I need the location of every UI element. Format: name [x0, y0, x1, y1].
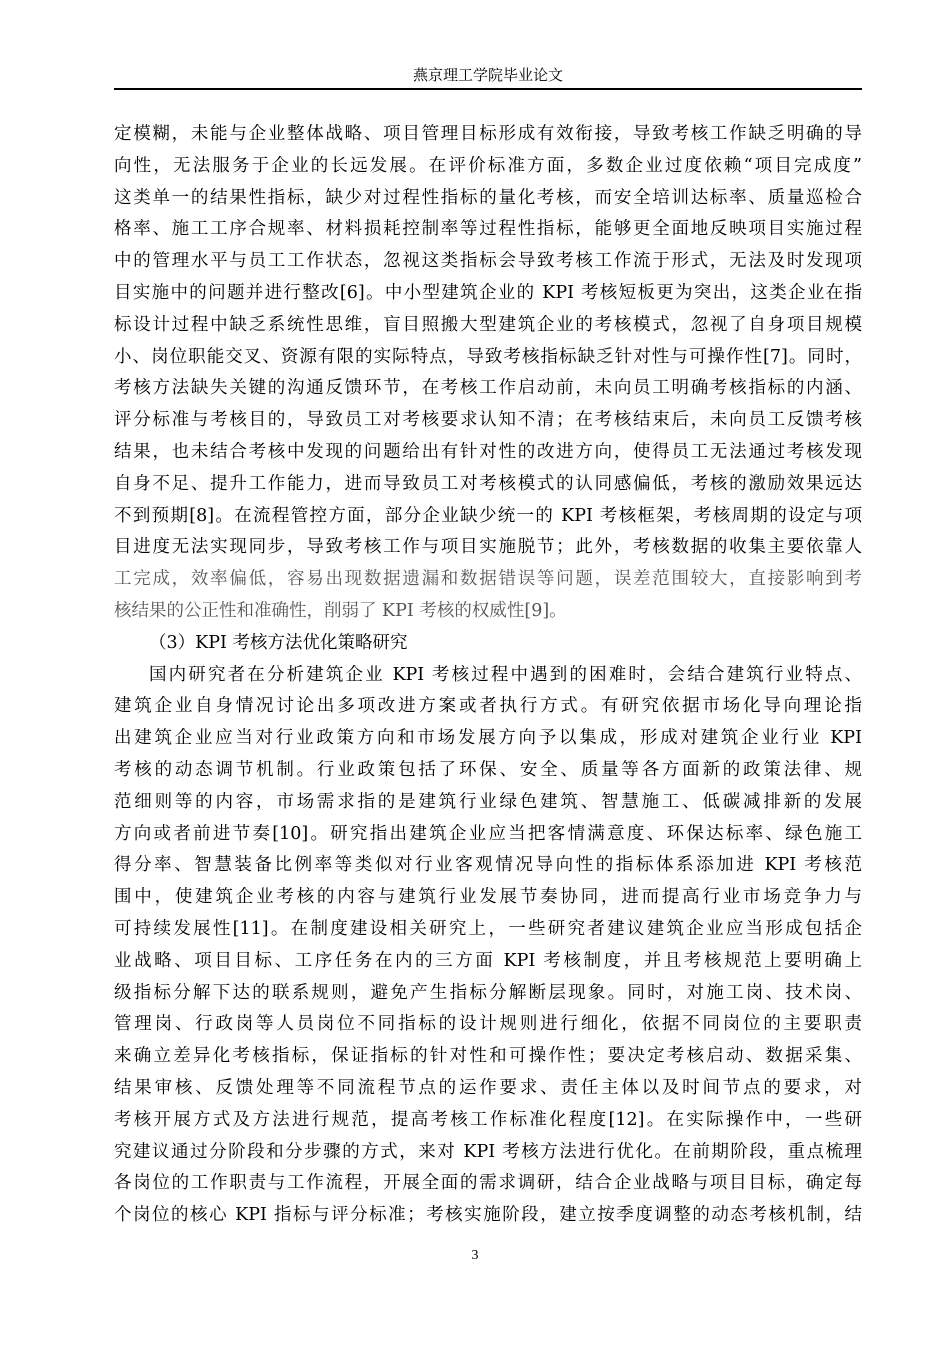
text-line: 范细则等的内容，市场需求指的是建筑行业绿色建筑、智慧施工、低碳减排新的发展: [114, 791, 862, 812]
text-line: 方向或者前进节奏[10]。研究指出建筑企业应当把客情满意度、环保达标率、绿色施工: [114, 823, 862, 844]
text-line: 中的管理水平与员工工作状态，忽视这类指标会导致考核工作流于形式，无法及时发现项: [114, 251, 862, 272]
text-line: 管理岗、行政岗等人员岗位不同指标的设计规则进行细化，依据不同岗位的主要职责: [114, 1014, 862, 1035]
text-line: 工完成，效率偏低，容易出现数据遗漏和数据错误等问题，误差范围较大，直接影响到考: [114, 569, 862, 590]
page-number: 3: [471, 1248, 479, 1263]
text-line: 建筑企业自身情况讨论出多项改进方案或者执行方式。有研究依据市场化导向理论指: [114, 696, 862, 717]
text-line: 级指标分解下达的联系规则，避免产生指标分解断层现象。同时，对施工岗、技术岗、: [114, 982, 862, 1003]
text-line: 来确立差异化考核指标，保证指标的针对性和可操作性；要决定考核启动、数据采集、: [114, 1046, 862, 1067]
text-line: 小、岗位职能交叉、资源有限的实际特点，导致考核指标缺乏针对性与可操作性[7]。同时，: [114, 346, 862, 367]
text-line: 出建筑企业应当对行业政策方向和市场发展方向予以集成，形成对建筑企业行业 KPI: [114, 728, 862, 749]
body-text: [114, 119, 862, 1232]
text-line: 可持续发展性[11]。在制度建设相关研究上，一些研究者建议建筑企业应当形成包括企: [114, 918, 862, 939]
text-line: 结果审核、反馈处理等不同流程节点的运作要求、责任主体以及时间节点的要求，对: [114, 1077, 862, 1098]
page-header: [114, 64, 862, 90]
text-line: 核结果的公正性和准确性，削弱了 KPI 考核的权威性[9]。: [114, 600, 567, 621]
text-line: 评分标准与考核目的，导致员工对考核要求认知不清；在考核结束后，未向员工反馈考核: [114, 410, 862, 431]
text-line: 向性，无法服务于企业的长远发展。在评价标准方面，多数企业过度依赖“项目完成度”: [114, 155, 862, 176]
section-heading: （3）KPI 考核方法优化策略研究: [149, 632, 408, 653]
text-line: 个岗位的核心 KPI 指标与评分标准；考核实施阶段，建立按季度调整的动态考核机制，结: [114, 1205, 862, 1226]
text-line: 自身不足、提升工作能力，进而导致员工对考核模式的认同感偏低，考核的激励效果远达: [114, 473, 862, 494]
text-line: 考核开展方式及方法进行规范，提高考核工作标准化程度[12]。在实际操作中，一些研: [114, 1109, 862, 1130]
text-line: 考核方法缺失关键的沟通反馈环节，在考核工作启动前，未向员工明确考核指标的内涵、: [114, 378, 862, 399]
text-line: 考核的动态调节机制。行业政策包括了环保、安全、质量等各方面新的政策法律、规: [114, 759, 862, 780]
text-line: 围中，使建筑企业考核的内容与建筑行业发展节奏协同，进而提高行业市场竞争力与: [114, 887, 862, 908]
text-line: 目实施中的问题并进行整改[6]。中小型建筑企业的 KPI 考核短板更为突出，这类企业在指: [114, 282, 862, 303]
header-title: 燕京理工学院毕业论文: [412, 66, 563, 84]
text-line: 不到预期[8]。在流程管控方面，部分企业缺少统一的 KPI 考核框架，考核周期的设定与项: [114, 505, 862, 526]
text-line: 业战略、项目目标、工序任务在内的三方面 KPI 考核制度，并且考核规范上要明确上: [114, 950, 862, 971]
text-line: 各岗位的工作职责与工作流程，开展全面的需求调研，结合企业战略与项目目标，确定每: [114, 1173, 862, 1194]
text-line: 国内研究者在分析建筑企业 KPI 考核过程中遇到的困难时，会结合建筑行业特点、: [149, 664, 862, 685]
text-line: 定模糊，未能与企业整体战略、项目管理目标形成有效衔接，导致考核工作缺乏明确的导: [114, 124, 862, 144]
text-line: 这类单一的结果性指标，缺少对过程性指标的量化考核，而安全培训达标率、质量巡检合: [114, 187, 862, 208]
text-line: 目进度无法实现同步，导致考核工作与项目实施脱节；此外，考核数据的收集主要依靠人: [114, 537, 862, 558]
text-line: 得分率、智慧装备比例率等类似对行业客观情况导向性的指标体系添加进 KPI 考核范: [114, 855, 862, 876]
text-line: 究建议通过分阶段和分步骤的方式，来对 KPI 考核方法进行优化。在前期阶段，重点梳理: [114, 1141, 862, 1162]
text-line: 结果，也未结合考核中发现的问题给出有针对性的改进方向，使得员工无法通过考核发现: [114, 441, 862, 462]
text-line: 标设计过程中缺乏系统性思维，盲目照搬大型建筑企业的考核模式，忽视了自身项目规模: [114, 314, 862, 335]
text-line: 格率、施工工序合规率、材料损耗控制率等过程性指标，能够更全面地反映项目实施过程: [114, 219, 862, 240]
